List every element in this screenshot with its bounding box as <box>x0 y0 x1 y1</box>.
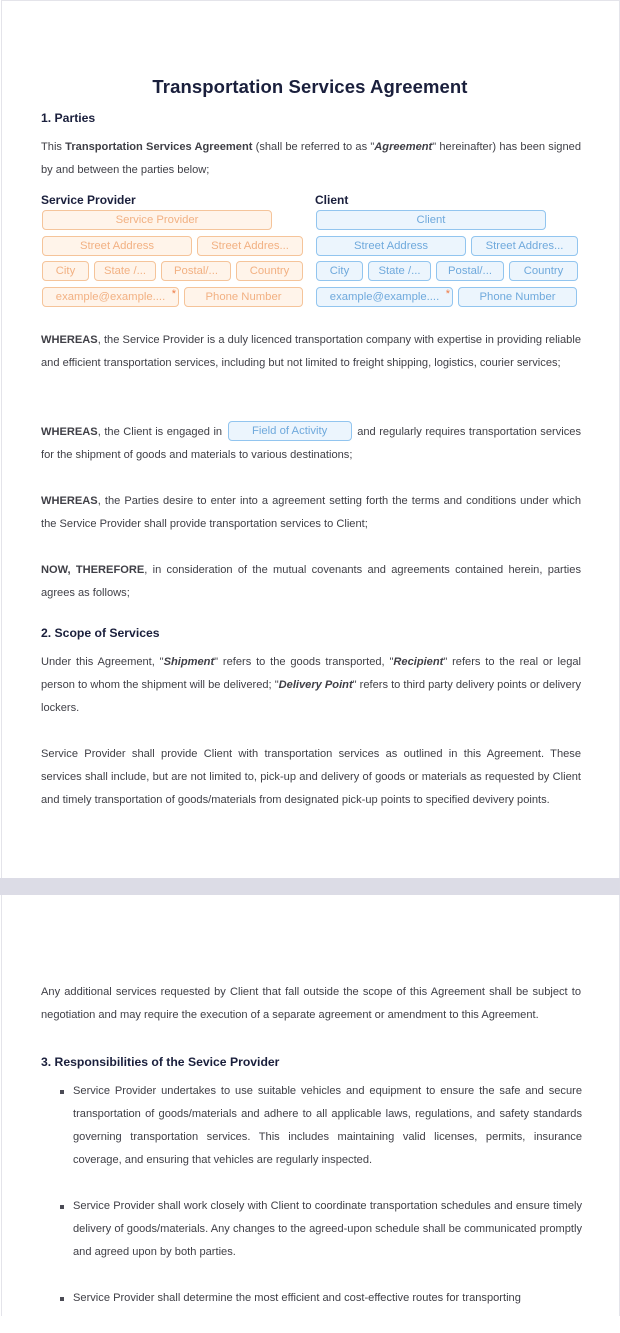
client-label: Client <box>315 193 349 207</box>
provider-street-address-2-field[interactable]: Street Addres... <box>197 236 303 256</box>
service-provider-label: Service Provider <box>41 193 136 207</box>
bullet-icon <box>60 1090 64 1094</box>
document-title: Transportation Services Agreement <box>152 76 468 97</box>
section-heading-scope: 2. Scope of Services <box>41 626 160 640</box>
required-asterisk: * <box>445 288 450 300</box>
scope-definitions: Under this Agreement, "Shipment" refers to the goods transported, "Recipient" refers to the real or legal person to whom the shipment will be delivered; "Delivery Point" refers to third party delivery points or delivery lockers. <box>41 656 582 714</box>
provider-postal-field[interactable]: Postal/... <box>161 261 231 281</box>
client-street-address-field[interactable]: Street Address <box>316 236 466 256</box>
list-item: Service Provider shall work closely with Client to coordinate transportation schedules and ensure timely delivery of goods/materials. Any changes to the agreed-upon schedule shall be communicated promptly and agreed upon by both parties. <box>41 1195 582 1264</box>
client-phone-field[interactable]: Phone Number <box>458 287 577 307</box>
provider-state-field[interactable]: State /... <box>94 261 156 281</box>
provider-email-field[interactable]: example@example.... * <box>42 287 179 307</box>
whereas-clause-2: WHEREAS, the Client is engaged in Field of Activity and regularly requires transportation services for the shipment of goods and materials to various destinations; <box>41 421 581 467</box>
client-email-field[interactable]: example@example.... * <box>316 287 453 307</box>
whereas-clause-3: WHEREAS, the Parties desire to enter into a agreement setting forth the terms and conditions under which the Service Provider shall provide transportation services to Client; <box>41 495 581 530</box>
client-state-field[interactable]: State /... <box>368 261 431 281</box>
whereas-clause-1: WHEREAS, the Service Provider is a duly licenced transportation company with expertise in providing reliable and efficient transportation services, including but not limited to freight shipping, logistics, courier services; <box>41 334 581 369</box>
scope-services-paragraph: Service Provider shall provide Client with transportation services as outlined in this Agreement. These services shall include, but are not limited to, pick-up and delivery of goods or materials as requested by Client and timely transportation of goods/materials from designated pick-up points to specified devivery points. <box>41 748 581 806</box>
provider-name-field[interactable]: Service Provider <box>42 210 272 230</box>
parties-intro: This Transportation Services Agreement (shall be referred to as "Agreement" hereinafter) has been signed by and between the parties below; <box>41 141 581 176</box>
bullet-icon <box>60 1205 64 1209</box>
client-country-field[interactable]: Country <box>509 261 578 281</box>
list-item: Service Provider undertakes to use suitable vehicles and equipment to ensure the safe and secure transportation of goods/materials and adhere to all applicable laws, regulations, and safety standards governing transportation services. This includes maintaining valid licenses, permits, insurance coverage, and ensuring that vehicles are regularly inspected. <box>41 1080 582 1172</box>
now-therefore-clause: NOW, THEREFORE, in consideration of the mutual covenants and agreements contained herein, parties agrees as follows; <box>41 564 581 599</box>
section-heading-responsibilities: 3. Responsibilities of the Sevice Provider <box>41 1055 280 1069</box>
provider-country-field[interactable]: Country <box>236 261 303 281</box>
client-street-address-2-field[interactable]: Street Addres... <box>471 236 578 256</box>
required-asterisk: * <box>171 288 176 300</box>
field-of-activity-input[interactable]: Field of Activity <box>228 421 352 441</box>
provider-street-address-field[interactable]: Street Address <box>42 236 192 256</box>
bullet-icon <box>60 1297 64 1301</box>
section-heading-parties: 1. Parties <box>41 111 96 125</box>
provider-phone-field[interactable]: Phone Number <box>184 287 303 307</box>
responsibilities-list <box>41 1080 582 1333</box>
page-separator <box>0 878 620 895</box>
client-name-field[interactable]: Client <box>316 210 546 230</box>
provider-city-field[interactable]: City <box>42 261 89 281</box>
list-item: Service Provider shall determine the most efficient and cost-effective routes for transporting <box>41 1287 582 1310</box>
scope-additional-services: Any additional services requested by Client that fall outside the scope of this Agreement shall be subject to negotiation and may require the execution of a separate agreement or amendment to this Agreement. <box>41 986 581 1021</box>
client-city-field[interactable]: City <box>316 261 363 281</box>
client-postal-field[interactable]: Postal/... <box>436 261 504 281</box>
